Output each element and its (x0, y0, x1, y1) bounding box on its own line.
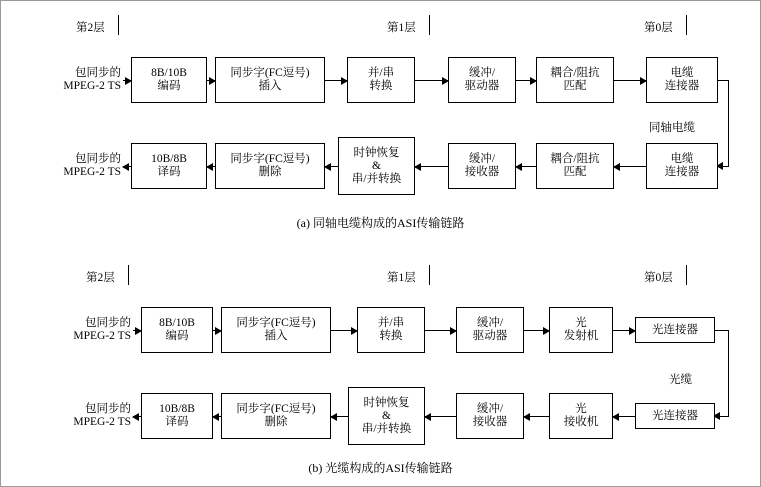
section-a-layer-tick-0 (686, 15, 687, 35)
section-b-top-box-6: 光连接器 (635, 317, 715, 343)
section-a-arrow-b1-b2 (207, 80, 215, 81)
section-a-top-box-5: 耦合/阻抗 匹配 (536, 57, 614, 103)
section-a-arrow-b5-b6 (614, 80, 646, 81)
section-a-top-box-4: 缓冲/ 驱动器 (448, 57, 516, 103)
section-a-link-label: 同轴电缆 (649, 122, 695, 134)
section-a-bottom-box-4: 缓冲/ 接收器 (448, 143, 516, 189)
section-b-link-label: 光缆 (669, 374, 692, 386)
section-a-arrow-b3-b4 (415, 80, 448, 81)
section-a-top-box-1: 8B/10B 编码 (131, 57, 207, 103)
section-a-arrow-bb5-bb4 (516, 166, 536, 167)
section-b-link-top-stub (715, 330, 729, 331)
section-b-top-box-5: 光 发射机 (549, 307, 613, 353)
section-a-bottom-box-2: 同步字(FC逗号) 删除 (215, 143, 325, 189)
section-b-bottom-box-6: 光连接器 (635, 403, 715, 429)
section-a-link-top-stub (718, 80, 729, 81)
section-b-bottom-box-4: 缓冲/ 接收器 (456, 393, 524, 439)
section-b-arrow-bb2-bb1 (213, 416, 221, 417)
section-a-arrow-bb6-bb5 (614, 166, 646, 167)
section-a-arrow-b4-b5 (516, 80, 536, 81)
section-b-arrow-bb1-sink (133, 416, 141, 417)
section-a-arrow-bb4-bb3 (415, 166, 448, 167)
section-b-arrow-src-to-b1 (133, 330, 141, 331)
section-b-arrow-b3-b4 (425, 330, 456, 331)
section-a-top-box-3: 并/串 转换 (347, 57, 415, 103)
section-b-bottom-sink: 包同步的 MPEG-2 TS (73, 403, 131, 428)
section-b-arrow-bb6-bb5 (613, 416, 635, 417)
section-a-top-box-6: 电缆 连接器 (646, 57, 718, 103)
section-a-arrow-bb2-bb1 (207, 166, 215, 167)
section-b-caption: (b) 光缆构成的ASI传输链路 (308, 461, 453, 475)
section-b-layer-label-0: 第0层 (644, 272, 673, 284)
section-a-arrow-b2-b3 (325, 80, 347, 81)
section-a-caption: (a) 同轴电缆构成的ASI传输链路 (296, 216, 465, 230)
section-a-layer-label-2: 第2层 (76, 22, 105, 34)
section-b-layer-label-1: 第1层 (387, 272, 416, 284)
section-b-bottom-box-1: 10B/8B 译码 (141, 393, 213, 439)
section-b-layer-tick-1 (429, 265, 430, 285)
section-b-arrow-b1-b2 (213, 330, 221, 331)
section-a-arrow-bb3-bb2 (325, 166, 338, 167)
section-a-layer-tick-1 (429, 15, 430, 35)
section-a-bottom-box-1: 10B/8B 译码 (131, 143, 207, 189)
section-a-bottom-box-3: 时钟恢复 & 串/并转换 (338, 137, 415, 195)
section-a-arrow-bb1-sink (123, 166, 131, 167)
section-b-arrow-b2-b3 (331, 330, 357, 331)
section-b-bottom-box-2: 同步字(FC逗号) 删除 (221, 393, 331, 439)
section-a-top-box-2: 同步字(FC逗号) 插入 (215, 57, 325, 103)
section-b-arrow-bb4-bb3 (425, 416, 456, 417)
section-b-top-box-4: 缓冲/ 驱动器 (456, 307, 524, 353)
section-a-layer-tick-2 (118, 15, 119, 35)
section-b-arrow-bb3-bb2 (331, 416, 348, 417)
section-b-arrow-b5-b6 (613, 330, 635, 331)
section-b-layer-label-2: 第2层 (86, 272, 115, 284)
section-b-top-box-3: 并/串 转换 (357, 307, 425, 353)
section-a-bottom-box-6: 电缆 连接器 (646, 143, 718, 189)
section-a-bottom-box-5: 耦合/阻抗 匹配 (536, 143, 614, 189)
section-b-arrow-b4-b5 (524, 330, 549, 331)
section-b-layer-tick-0 (686, 265, 687, 285)
section-b-arrow-bb5-bb4 (524, 416, 549, 417)
section-b-bottom-box-5: 光 接收机 (549, 393, 613, 439)
section-a-top-source: 包同步的 MPEG-2 TS (63, 67, 121, 92)
section-b-link-right-vertical (728, 330, 729, 416)
section-a-link-right-vertical (728, 80, 729, 166)
section-a-layer-label-0: 第0层 (644, 22, 673, 34)
section-b-top-box-2: 同步字(FC逗号) 插入 (221, 307, 331, 353)
section-b-bottom-box-3: 时钟恢复 & 串/并转换 (348, 387, 425, 445)
section-b-top-box-1: 8B/10B 编码 (141, 307, 213, 353)
section-a-arrow-src-to-b1 (123, 80, 131, 81)
section-a-bottom-sink: 包同步的 MPEG-2 TS (63, 153, 121, 178)
section-b-layer-tick-2 (128, 265, 129, 285)
section-b-top-source: 包同步的 MPEG-2 TS (73, 317, 131, 342)
section-a-layer-label-1: 第1层 (387, 22, 416, 34)
